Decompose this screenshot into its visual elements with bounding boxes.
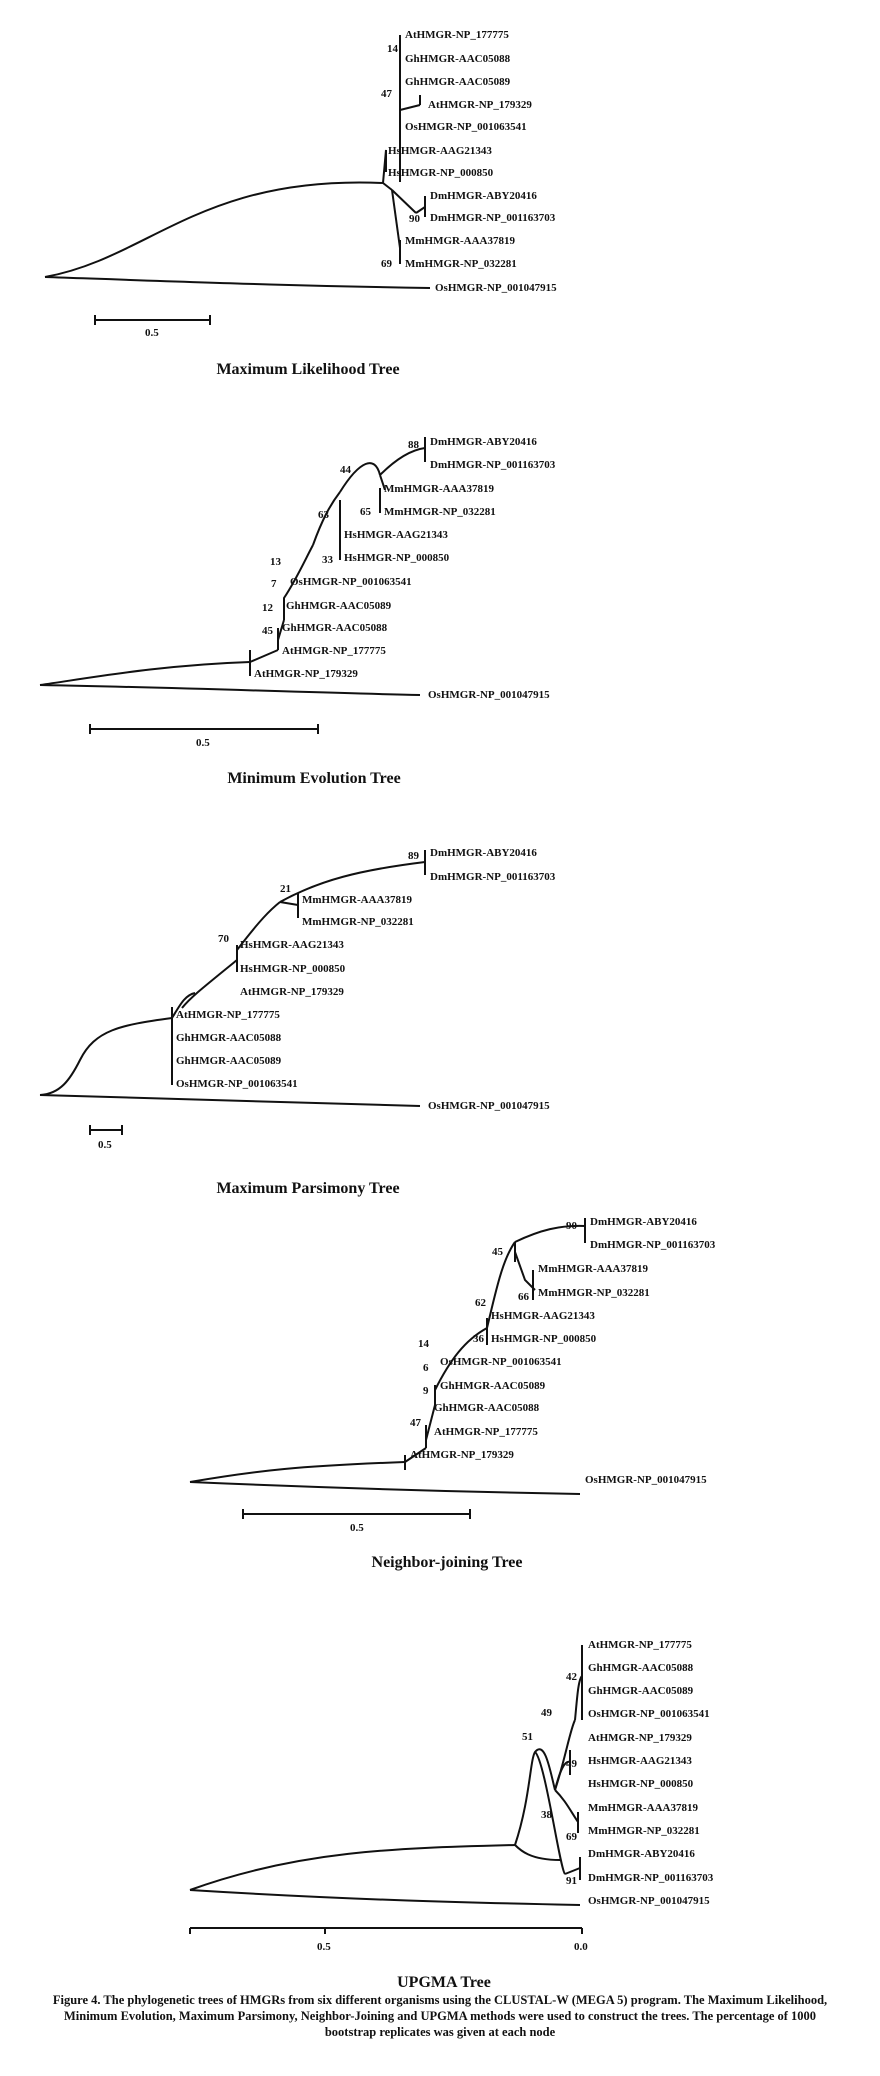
leaf-label: OsHMGR-NP_001047915 xyxy=(428,689,550,701)
leaf-label: AtHMGR-NP_177775 xyxy=(588,1639,692,1651)
scale-tick-label: 0.0 xyxy=(574,1941,588,1953)
bootstrap-value: 44 xyxy=(340,464,351,476)
leaf-label: GhHMGR-AAC05088 xyxy=(434,1402,540,1414)
leaf-label: HsHMGR-NP_000850 xyxy=(240,963,346,975)
leaf-label: HsHMGR-NP_000850 xyxy=(344,552,450,564)
scale-bar xyxy=(243,1509,470,1534)
bootstrap-value: 45 xyxy=(492,1246,503,1258)
leaf-label: MmHMGR-NP_032281 xyxy=(538,1287,650,1299)
tree-minimum-evolution xyxy=(40,436,556,787)
scale-bar xyxy=(90,724,318,749)
tree-branches xyxy=(45,35,430,288)
tree-upgma xyxy=(190,1639,714,1991)
leaf-label: GhHMGR-AAC05088 xyxy=(405,53,511,65)
leaf-label: GhHMGR-AAC05089 xyxy=(286,600,392,612)
figure-caption: Figure 4. The phylogenetic trees of HMGRs from six different organisms using the CLUSTAL-W (MEGA 5) program. The Maximum Likelihood, Minimum Evolution, Maximum Parsimony, Neighbor-Joining and UPGMA methods were used to construct the trees. The percentage of 1000 bootstrap replicates was given at each node xyxy=(52,1993,828,2039)
leaf-label: HsHMGR-NP_000850 xyxy=(588,1778,694,1790)
tree-title: Minimum Evolution Tree xyxy=(227,770,401,787)
leaf-label: MmHMGR-NP_032281 xyxy=(302,916,414,928)
scale-label: 0.5 xyxy=(350,1522,364,1534)
leaf-label: AtHMGR-NP_177775 xyxy=(176,1009,280,1021)
bootstrap-value: 45 xyxy=(262,625,273,637)
bootstrap-value: 91 xyxy=(566,1875,577,1887)
leaf-labels xyxy=(388,29,557,294)
leaf-label: AtHMGR-NP_177775 xyxy=(405,29,509,41)
bootstrap-value: 65 xyxy=(360,506,371,518)
bootstrap-value: 14 xyxy=(387,43,398,55)
leaf-label: HsHMGR-AAG21343 xyxy=(588,1755,692,1767)
bootstrap-value: 90 xyxy=(409,213,420,225)
bootstrap-value: 69 xyxy=(381,258,392,270)
leaf-label: HsHMGR-AAG21343 xyxy=(344,529,448,541)
bootstrap-value: 88 xyxy=(408,439,419,451)
leaf-label: DmHMGR-ABY20416 xyxy=(588,1848,695,1860)
leaf-label: OsHMGR-NP_001063541 xyxy=(405,121,527,133)
leaf-label: OsHMGR-NP_001063541 xyxy=(440,1356,562,1368)
bootstrap-value: 6 xyxy=(423,1362,429,1374)
leaf-label: HsHMGR-AAG21343 xyxy=(388,145,492,157)
leaf-label: MmHMGR-AAA37819 xyxy=(405,235,515,247)
leaf-label: HsHMGR-AAG21343 xyxy=(240,939,344,951)
bootstrap-value: 36 xyxy=(473,1333,484,1345)
leaf-label: MmHMGR-NP_032281 xyxy=(588,1825,700,1837)
leaf-label: HsHMGR-NP_000850 xyxy=(388,167,494,179)
leaf-label: MmHMGR-AAA37819 xyxy=(384,483,494,495)
leaf-label: DmHMGR-NP_001163703 xyxy=(430,871,556,883)
leaf-label: OsHMGR-NP_001047915 xyxy=(428,1100,550,1112)
scale-tick-label: 0.5 xyxy=(317,1941,331,1953)
bootstrap-value: 12 xyxy=(262,602,273,614)
bootstrap-value: 13 xyxy=(270,556,281,568)
bootstrap-value: 9 xyxy=(423,1385,429,1397)
bootstrap-value: 90 xyxy=(566,1220,577,1232)
tree-title: UPGMA Tree xyxy=(397,1974,491,1991)
leaf-label: GhHMGR-AAC05088 xyxy=(282,622,388,634)
scale-label: 0.5 xyxy=(196,737,210,749)
bootstrap-value: 42 xyxy=(566,1671,577,1683)
bootstrap-value: 66 xyxy=(518,1291,529,1303)
leaf-label: GhHMGR-AAC05089 xyxy=(440,1380,546,1392)
leaf-label: DmHMGR-NP_001163703 xyxy=(430,459,556,471)
leaf-label: AtHMGR-NP_179329 xyxy=(588,1732,692,1744)
bootstrap-value: 33 xyxy=(322,554,333,566)
tree-title: Neighbor-joining Tree xyxy=(371,1554,523,1571)
leaf-label: AtHMGR-NP_177775 xyxy=(434,1426,538,1438)
bootstrap-value: 49 xyxy=(541,1707,552,1719)
bootstrap-value: 51 xyxy=(522,1731,533,1743)
bootstrap-value: 38 xyxy=(541,1809,552,1821)
scale-label: 0.5 xyxy=(145,327,159,339)
bootstrap-value: 70 xyxy=(218,933,229,945)
leaf-labels xyxy=(410,1216,716,1486)
leaf-label: OsHMGR-NP_001063541 xyxy=(176,1078,298,1090)
leaf-label: AtHMGR-NP_177775 xyxy=(282,645,386,657)
scale-label: 0.5 xyxy=(98,1139,112,1151)
leaf-label: DmHMGR-ABY20416 xyxy=(430,190,537,202)
leaf-label: MmHMGR-AAA37819 xyxy=(588,1802,698,1814)
tree-title: Maximum Likelihood Tree xyxy=(216,361,400,378)
leaf-label: GhHMGR-AAC05089 xyxy=(588,1685,694,1697)
leaf-label: DmHMGR-NP_001163703 xyxy=(588,1872,714,1884)
tree-title: Maximum Parsimony Tree xyxy=(216,1180,400,1197)
leaf-label: AtHMGR-NP_179329 xyxy=(254,668,358,680)
bootstrap-value: 7 xyxy=(271,578,277,590)
leaf-label: MmHMGR-NP_032281 xyxy=(405,258,517,270)
leaf-label: OsHMGR-NP_001047915 xyxy=(585,1474,707,1486)
tree-branches xyxy=(40,850,425,1106)
leaf-label: DmHMGR-NP_001163703 xyxy=(590,1239,716,1251)
tree-neighbor-joining xyxy=(190,1216,716,1571)
tree-maximum-parsimony xyxy=(40,847,556,1197)
leaf-label: MmHMGR-AAA37819 xyxy=(302,894,412,906)
leaf-label: AtHMGR-NP_179329 xyxy=(410,1449,514,1461)
leaf-label: DmHMGR-ABY20416 xyxy=(430,847,537,859)
bootstrap-value: 47 xyxy=(381,88,392,100)
leaf-label: GhHMGR-AAC05089 xyxy=(405,76,511,88)
leaf-label: DmHMGR-ABY20416 xyxy=(430,436,537,448)
leaf-labels xyxy=(176,847,556,1112)
leaf-labels xyxy=(254,436,556,701)
leaf-label: OsHMGR-NP_001047915 xyxy=(435,282,557,294)
leaf-label: GhHMGR-AAC05089 xyxy=(176,1055,282,1067)
leaf-label: HsHMGR-AAG21343 xyxy=(491,1310,595,1322)
bootstrap-value: 63 xyxy=(318,509,329,521)
bootstrap-value: 47 xyxy=(410,1417,421,1429)
leaf-label: OsHMGR-NP_001063541 xyxy=(290,576,412,588)
bootstrap-value: 62 xyxy=(475,1297,486,1309)
tree-branches xyxy=(190,1645,582,1905)
leaf-label: MmHMGR-AAA37819 xyxy=(538,1263,648,1275)
leaf-label: DmHMGR-NP_001163703 xyxy=(430,212,556,224)
tree-maximum-likelihood xyxy=(45,29,557,378)
bootstrap-value: 69 xyxy=(566,1831,577,1843)
leaf-label: OsHMGR-NP_001063541 xyxy=(588,1708,710,1720)
leaf-label: GhHMGR-AAC05088 xyxy=(176,1032,282,1044)
scale-axis xyxy=(190,1928,588,1953)
leaf-label: AtHMGR-NP_179329 xyxy=(240,986,344,998)
leaf-label: OsHMGR-NP_001047915 xyxy=(588,1895,710,1907)
leaf-labels xyxy=(588,1639,714,1907)
bootstrap-value: 89 xyxy=(408,850,419,862)
scale-bar xyxy=(95,315,210,339)
leaf-label: GhHMGR-AAC05088 xyxy=(588,1662,694,1674)
bootstrap-value: 21 xyxy=(280,883,291,895)
bootstrap-value: 49 xyxy=(566,1758,577,1770)
leaf-label: DmHMGR-ABY20416 xyxy=(590,1216,697,1228)
leaf-label: AtHMGR-NP_179329 xyxy=(428,99,532,111)
leaf-label: HsHMGR-NP_000850 xyxy=(491,1333,597,1345)
bootstrap-value: 14 xyxy=(418,1338,429,1350)
scale-bar xyxy=(90,1125,122,1151)
leaf-label: MmHMGR-NP_032281 xyxy=(384,506,496,518)
